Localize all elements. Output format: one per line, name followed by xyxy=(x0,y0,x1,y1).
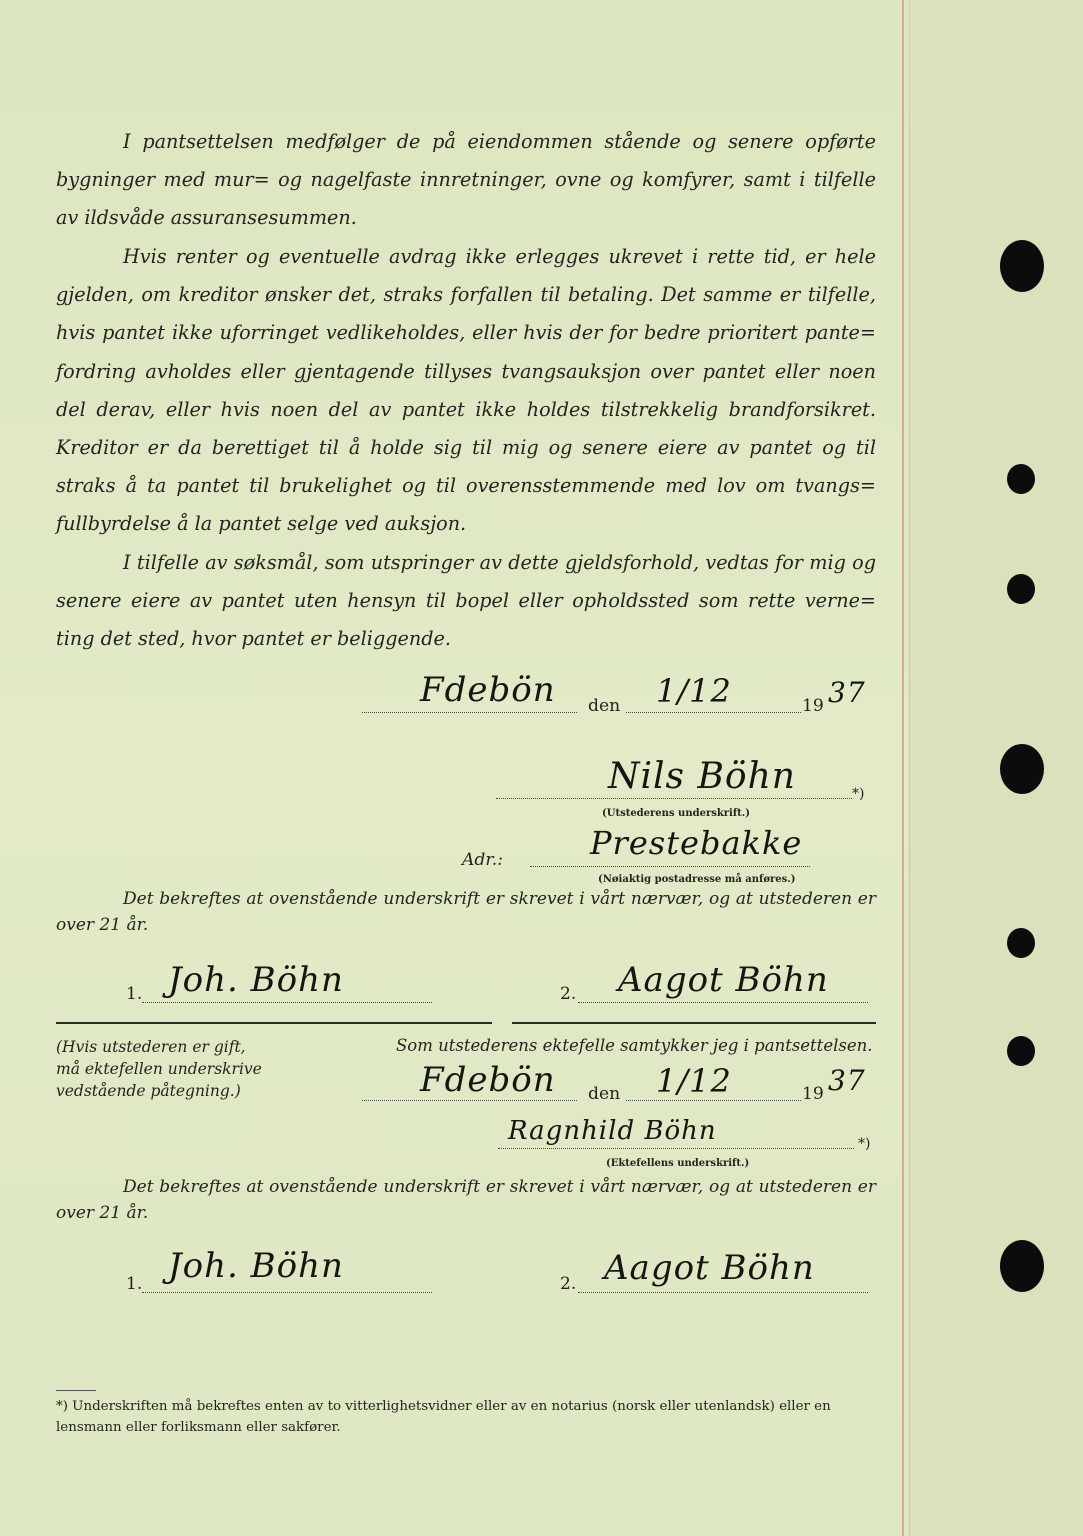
place-dotted-line-2 xyxy=(362,1100,577,1101)
footnote: *) Underskriften må bekreftes enten av to vitterlighetsvidner eller av en notarius (norsk eller utenlandsk) eller en lensmann eller forliksmann eller sakfører. xyxy=(56,1399,831,1435)
paragraph-venue: I tilfelle av søksmål, som utspringer av dette gjeldsforhold, vedtas for mig og senere eiere av pantet uten hensyn til bopel eller opholdssted som rette verne= ting det sted, hvor pantet er beliggende. xyxy=(56,551,876,651)
year-handwritten-2: 37 xyxy=(828,1064,866,1097)
witness-1-number: 1. xyxy=(126,984,143,1004)
spouse-footnote-mark: *) xyxy=(858,1136,871,1152)
witness-confirmation-2: Det bekreftes at ovenstående underskrift er skrevet i vårt nærvær, og at utstederen er over 21 år. xyxy=(56,1177,876,1223)
section-rule-left xyxy=(56,1022,492,1024)
witness-1b-number: 1. xyxy=(126,1274,143,1294)
witness-2-signature: Aagot Böhn xyxy=(618,960,829,1000)
address-caption: (Nøiaktig postadresse må anføres.) xyxy=(598,874,796,885)
punch-hole xyxy=(1000,744,1044,794)
year-prefix-2: 19 xyxy=(802,1084,824,1104)
paragraph-pledge-includes: I pantsettelsen medfølger de på eiendommen stående og senere opførte bygninger med mur= og nagelfaste innretninger, ovne og komfyrer, samt i tilfelle av ildsvåde assuransesummen. xyxy=(56,130,876,230)
place-handwritten-2: Fdebön xyxy=(420,1060,556,1100)
witness-1b-signature: Joh. Böhn xyxy=(168,1246,344,1286)
punch-hole xyxy=(1000,1240,1044,1292)
witness-1-signature: Joh. Böhn xyxy=(168,960,344,1000)
issuer-signature-caption: (Utstederens underskrift.) xyxy=(602,808,750,819)
date-den-label: den xyxy=(588,696,621,716)
witness-2b-number: 2. xyxy=(560,1274,577,1294)
date-dotted-line xyxy=(626,712,801,713)
punch-hole xyxy=(1000,240,1044,292)
witness-2b-line xyxy=(578,1292,868,1293)
section-rule-right xyxy=(512,1022,876,1024)
year-handwritten: 37 xyxy=(828,676,866,709)
place-handwritten: Fdebön xyxy=(420,670,556,710)
punch-hole xyxy=(1007,464,1035,494)
punch-hole xyxy=(1007,928,1035,958)
spouse-consent-text: Som utstederens ektefelle samtykker jeg i pantsettelsen. xyxy=(396,1036,873,1055)
punch-hole xyxy=(1007,574,1035,604)
issuer-signature-line xyxy=(496,798,852,799)
red-margin-line xyxy=(902,0,910,1536)
witness-1b-line xyxy=(142,1292,432,1293)
place-dotted-line xyxy=(362,712,577,713)
paragraph-default-terms: Hvis renter og eventuelle avdrag ikke erlegges ukrevet i rette tid, er hele gjelden, om kreditor ønsker det, straks forfallen til betaling. Det samme er tilfelle, hvis pantet ikke uforringet vedlikeholdes, eller hvis der for bedre prioritert pante= fordring avholdes eller gjentagende tillyses tvangsauksjon over pantet eller noen del derav, eller hvis noen del av pantet ikke holdes tilstrekkelig brandforsikret. Kreditor er da berettiget til å holde sig til mig og senere eiere av pantet og til straks å ta pantet til brukelighet og til overensstemmende med lov om tvangs= fullbyrdelse å la pantet selge ved auksjon. xyxy=(56,245,876,536)
date-den-label-2: den xyxy=(588,1084,621,1104)
address-line xyxy=(530,866,810,867)
spouse-signature-line xyxy=(498,1148,854,1149)
spouse-note: (Hvis utstederen er gift, må ektefellen underskrive vedstående påtegning.) xyxy=(56,1038,262,1100)
date-handwritten: 1/12 xyxy=(656,672,732,710)
witness-confirmation-1: Det bekreftes at ovenstående underskrift er skrevet i vårt nærvær, og at utstederen er over 21 år. xyxy=(56,889,876,935)
footnote-rule xyxy=(56,1390,96,1391)
address-label: Adr.: xyxy=(462,850,503,870)
witness-2-number: 2. xyxy=(560,984,577,1004)
year-prefix: 19 xyxy=(802,696,824,716)
issuer-footnote-mark: *) xyxy=(852,786,865,802)
witness-2-line xyxy=(578,1002,868,1003)
right-margin-strip xyxy=(908,0,1083,1536)
punch-hole xyxy=(1007,1036,1035,1066)
spouse-signature: Ragnhild Böhn xyxy=(508,1116,717,1146)
witness-2b-signature: Aagot Böhn xyxy=(604,1248,815,1288)
address-handwritten: Prestebakke xyxy=(590,824,803,862)
date-dotted-line-2 xyxy=(626,1100,801,1101)
spouse-signature-caption: (Ektefellens underskrift.) xyxy=(606,1158,750,1169)
witness-1-line xyxy=(142,1002,432,1003)
date-handwritten-2: 1/12 xyxy=(656,1062,732,1100)
issuer-signature: Nils Böhn xyxy=(608,756,796,797)
